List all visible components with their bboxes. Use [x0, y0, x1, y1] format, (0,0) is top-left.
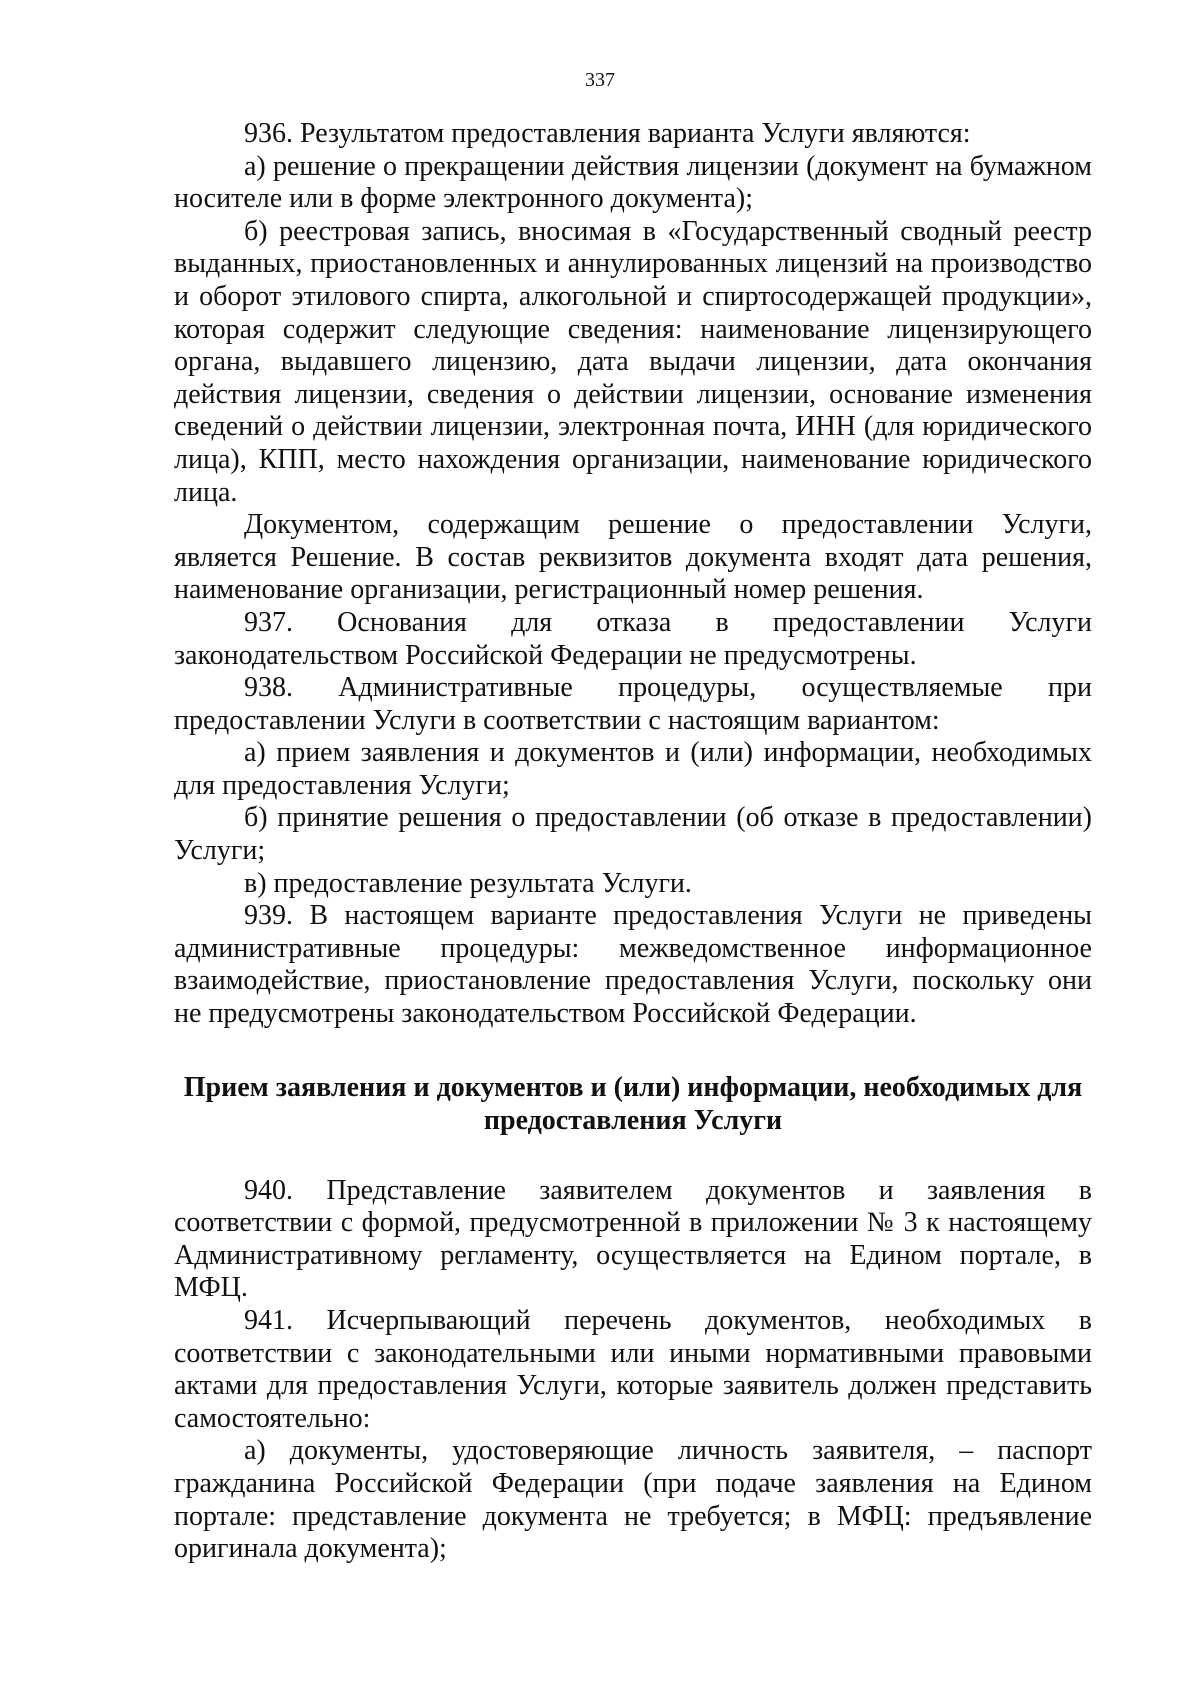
- paragraph-941-a: а) документы, удостоверяющие личность заявителя, – паспорт гражданина Российской Федерации (при подаче заявления на Едином портале: представление документа не требуется; в МФЦ: предъявление оригинала документа);: [174, 1435, 1092, 1565]
- paragraph-936-b: б) реестровая запись, вносимая в «Государственный сводный реестр выданных, приостановленных и аннулированных лицензий на производство и оборот этилового спирта, алкогольной и спиртосодержащей продукции», которая содержит следующие сведения: наименование лицензирующего органа, выдавшего лицензию, дата выдачи лицензии, дата окончания действия лицензии, сведения о действии лицензии, основание изменения сведений о действии лицензии, электронная почта, ИНН (для юридического лица), КПП, место нахождения организации, наименование юридического лица.: [174, 215, 1092, 508]
- paragraph-938: 938. Административные процедуры, осуществляемые при предоставлении Услуги в соответствии с настоящим вариантом:: [174, 672, 1092, 736]
- paragraph-936-a: а) решение о прекращении действия лицензии (документ на бумажном носителе или в форме электронного документа);: [174, 150, 1092, 215]
- paragraph-937: 937. Основания для отказа в предоставлении Услуги законодательством Российской Федерации не предусмотрены.: [174, 606, 1092, 671]
- paragraph-938-b: б) принятие решения о предоставлении (об отказе в предоставлении) Услуги;: [174, 802, 1092, 867]
- page-number: 337: [585, 69, 615, 91]
- paragraph-939: 939. В настоящем варианте предоставления Услуги не приведены административные процедуры: межведомственное информационное взаимодействие, приостановление предоставления Услуги, поскольку они не предусмотрены законодательством Российской Федерации.: [174, 900, 1092, 1030]
- section-heading-line-2: предоставления Услуги: [483, 1104, 783, 1136]
- section-heading-line-1: Прием заявления и документов и (или) информации, необходимых для: [183, 1071, 1083, 1103]
- paragraph-decision-document: Документом, содержащим решение о предоставлении Услуги, является Решение. В состав реквизитов документа входят дата решения, наименование организации, регистрационный номер решения.: [174, 509, 1092, 606]
- paragraph-936: 936. Результатом предоставления варианта Услуги являются:: [244, 118, 971, 149]
- paragraph-941: 941. Исчерпывающий перечень документов, необходимых в соответствии с законодательными или иными нормативными правовыми актами для предоставления Услуги, которые заявитель должен представить самостоятельно:: [174, 1305, 1092, 1434]
- paragraph-938-a: а) прием заявления и документов и (или) информации, необходимых для предоставления Услуги;: [174, 737, 1092, 801]
- paragraph-938-v: в) предоставление результата Услуги.: [244, 867, 692, 899]
- section-heading: [174, 1071, 1092, 1137]
- document-body: [174, 118, 1092, 1566]
- paragraph-940: 940. Представление заявителем документов и заявления в соответствии с формой, предусмотренной в приложении № 3 к настоящему Административному регламенту, осуществляется на Едином портале, в МФЦ.: [174, 1174, 1092, 1304]
